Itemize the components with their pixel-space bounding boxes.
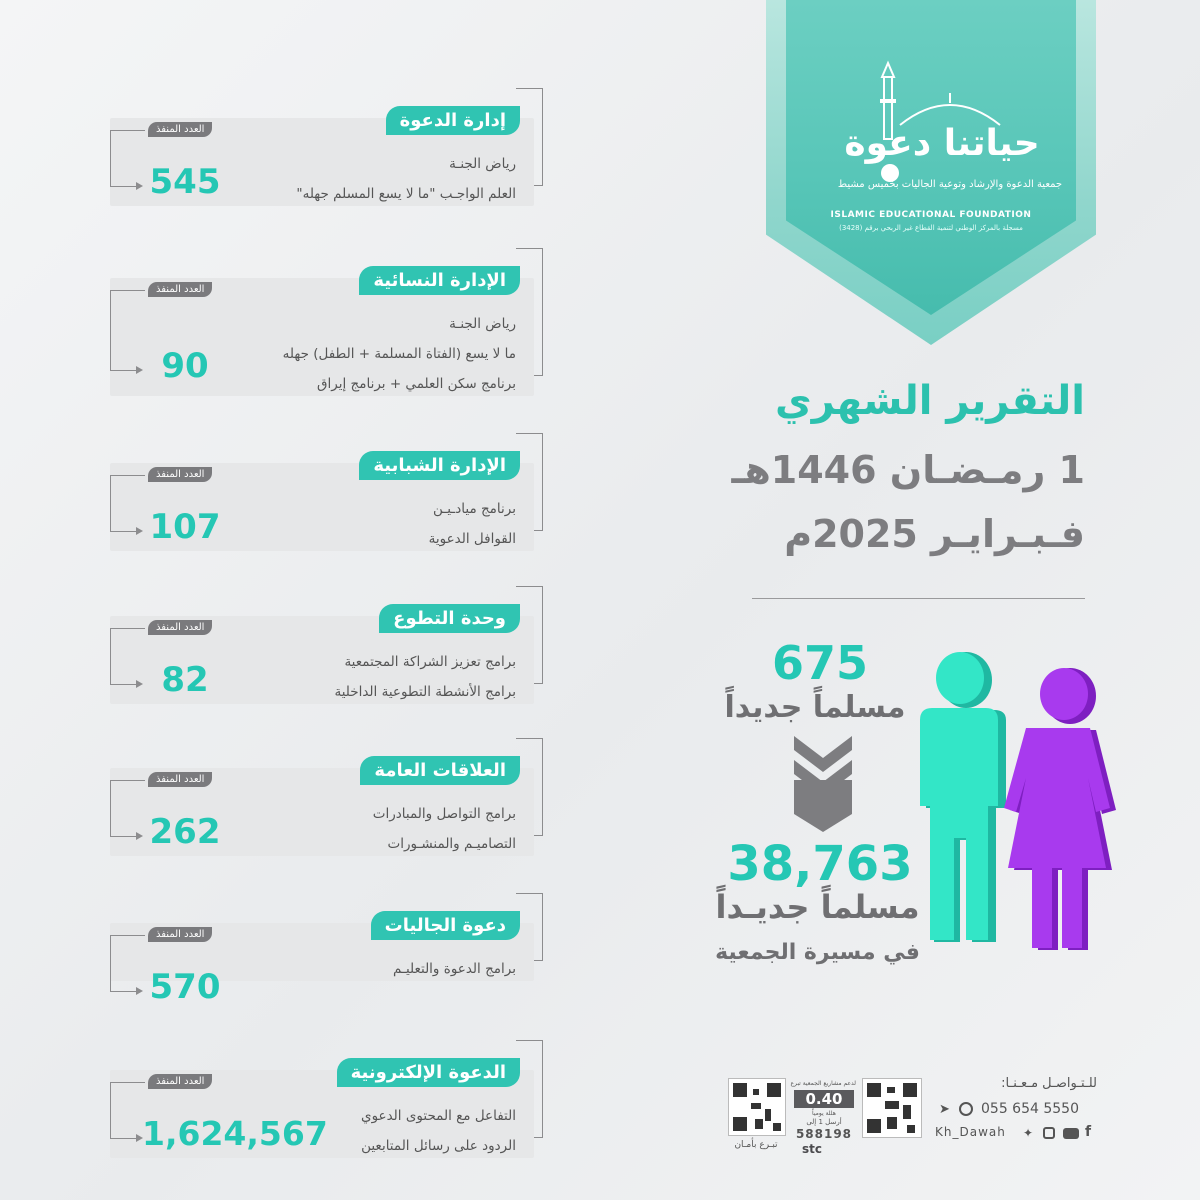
executed-count-label: العدد المنفذ [148, 620, 212, 635]
executed-count-value: 90 [161, 346, 209, 386]
executed-count-label: العدد المنفذ [148, 927, 212, 942]
total-converts-label: مسلماً جديـداً [715, 888, 920, 926]
total-converts-caption: في مسيرة الجمعية [715, 940, 920, 965]
monthly-converts-label: مسلماً جديداً [724, 690, 906, 725]
report-title: التقرير الشهري [775, 378, 1085, 424]
executed-count-label: العدد المنفذ [148, 467, 212, 482]
organization-logo [830, 55, 1063, 195]
report-hijri-date: 1 رمـضـان 1446هـ [731, 448, 1085, 492]
donate-label: تبـرع بأمـان [734, 1140, 778, 1150]
twitter-icon[interactable]: ✦ [1023, 1126, 1034, 1140]
executed-count-label: العدد المنفذ [148, 282, 212, 297]
section-item: برامج تعزيز الشراكة المجتمعية [344, 654, 516, 670]
divider [752, 598, 1085, 599]
donate-qr-code[interactable] [728, 1078, 786, 1136]
phone-number[interactable]: 055 654 5550 [981, 1101, 1079, 1117]
chevron-down-icon [794, 736, 852, 832]
sms-send: أرسل 1 إلى [806, 1118, 842, 1126]
section-item: الردود على رسائل المتابعين [361, 1138, 516, 1154]
section-title: الإدارة الشبابية [359, 451, 520, 480]
section-title: الإدارة النسائية [359, 266, 520, 295]
section-title: إدارة الدعوة [386, 106, 520, 135]
report-gregorian-date: فـبـرايـر 2025م [784, 512, 1085, 556]
executed-count-value: 545 [149, 162, 221, 202]
section-card [110, 433, 560, 569]
executed-count-label: العدد المنفذ [148, 122, 212, 137]
section-card [110, 248, 560, 414]
section-item: برامج الأنشطة التطوعية الداخلية [334, 684, 516, 700]
monthly-converts-value: 675 [771, 636, 869, 690]
section-title: العلاقات العامة [360, 756, 520, 785]
logo-name: حياتنا دعوة [844, 123, 1040, 164]
total-converts-value: 38,763 [727, 836, 913, 892]
telegram-icon[interactable]: ➤ [939, 1102, 950, 1117]
section-title: الدعوة الإلكترونية [337, 1058, 520, 1087]
section-title: دعوة الجاليات [371, 911, 520, 940]
executed-count-value: 107 [149, 507, 221, 547]
executed-count-value: 82 [161, 660, 209, 700]
section-item: رياض الجنـة [449, 316, 516, 332]
section-card [110, 738, 560, 874]
section-item: التفاعل مع المحتوى الدعوي [361, 1108, 516, 1124]
section-item: رياض الجنـة [449, 156, 516, 172]
social-handle[interactable]: Kh_Dawah [935, 1125, 1006, 1139]
contact-qr-code[interactable] [862, 1078, 922, 1138]
sms-unit: هللة يومياً [812, 1110, 836, 1117]
whatsapp-icon[interactable] [959, 1102, 973, 1116]
instagram-icon[interactable] [1043, 1127, 1055, 1139]
executed-count-label: العدد المنفذ [148, 772, 212, 787]
section-card [110, 1040, 560, 1176]
people-icon [912, 650, 1122, 955]
section-item: برامج الدعوة والتعليـم [393, 961, 516, 977]
executed-count-value: 570 [149, 967, 221, 1007]
count-bracket [110, 1082, 145, 1139]
section-item: القوافل الدعوية [428, 531, 516, 547]
contact-label: للـتـواصـل مـعـنـا: [1001, 1076, 1097, 1091]
executed-count-value: 262 [149, 812, 221, 852]
sms-donation-box [792, 1080, 856, 1156]
logo-registration: مسجلة بالمركز الوطني لتنمية القطاع غير الربحي برقم (3428) [839, 224, 1023, 232]
logo-org-name: جمعية الدعوة والإرشاد وتوعية الجاليات بخميس مشيط [837, 179, 1063, 190]
logo-english-name: ISLAMIC EDUCATIONAL FOUNDATION [830, 210, 1032, 220]
executed-count-label: العدد المنفذ [148, 1074, 212, 1089]
sms-number: 588198 [795, 1127, 853, 1141]
operator-logo: stc [802, 1142, 822, 1156]
facebook-icon[interactable]: f [1085, 1124, 1092, 1140]
section-item: التصاميـم والمنشـورات [387, 836, 516, 852]
phone-row [935, 1100, 1097, 1120]
section-item: برنامج سكن العلمي + برنامج إيراق [317, 376, 516, 392]
section-item: برامج التواصل والمبادرات [372, 806, 516, 822]
section-card [110, 586, 560, 722]
sms-price: 0.40 [794, 1090, 854, 1108]
social-row [935, 1124, 1097, 1144]
arrow-line [110, 1138, 138, 1139]
executed-count-value: 1,624,567 [142, 1114, 328, 1153]
section-item: ما لا يسع (الفتاة المسلمة + الطفل) جهله [282, 346, 516, 362]
sms-note: لدعم مشاريع الجمعية تبرع [790, 1080, 856, 1087]
section-title: وحدة التطوع [379, 604, 520, 633]
section-card [110, 893, 560, 1007]
youtube-icon[interactable] [1063, 1128, 1079, 1139]
section-item: العلم الواجـب "ما لا يسع المسلم جهله" [296, 186, 516, 202]
section-card [110, 88, 560, 224]
section-item: برنامج ميادـيـن [432, 501, 516, 517]
